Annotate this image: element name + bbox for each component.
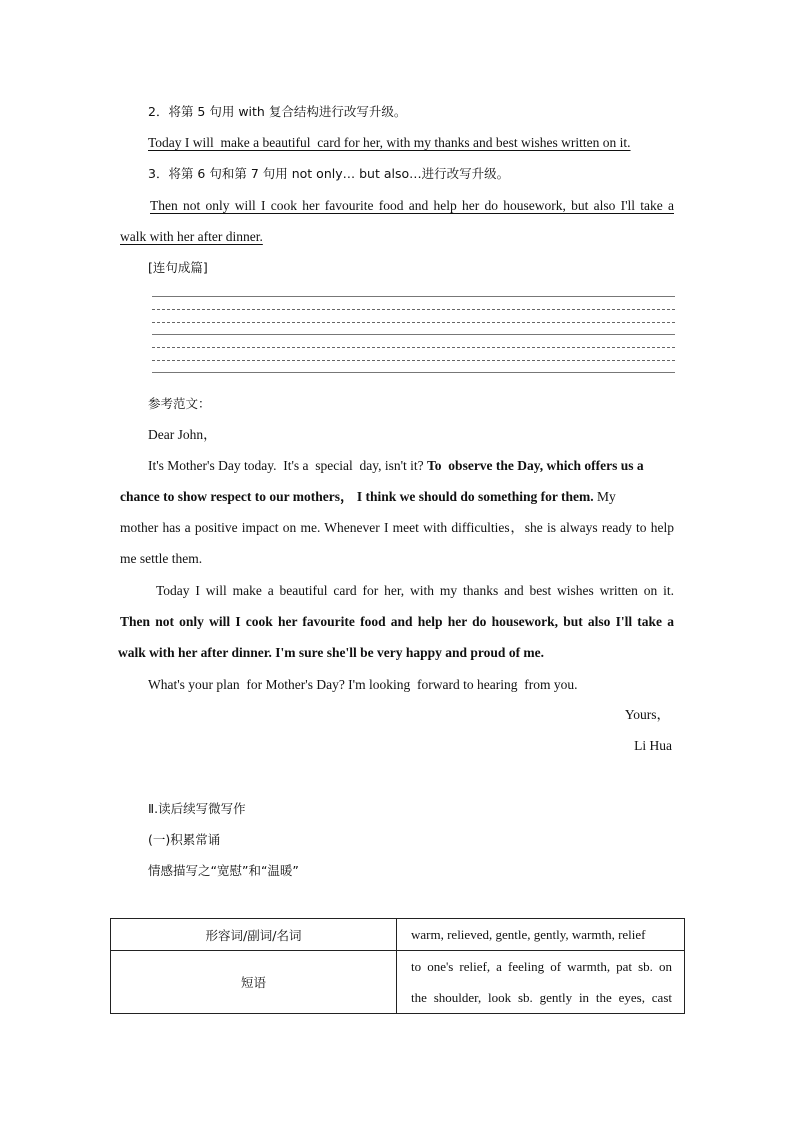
- essay-p3-line1: What's your plan for Mother's Day? I'm looking forward to hearing from you.: [148, 677, 578, 692]
- writing-line: [152, 334, 675, 335]
- essay-closing: Yours，: [624, 707, 670, 722]
- essay-p1-line2-normal: My: [593, 489, 616, 504]
- vocab-table: [110, 918, 685, 1014]
- table-cell-label: 形容词/副词/名词: [111, 919, 397, 951]
- essay-p2-line1: Today I will make a beautiful card for her, with my thanks and best wishes written on it.: [156, 583, 674, 598]
- essay-heading: 参考范文：: [148, 396, 211, 411]
- table-cell-label: 短语: [111, 951, 397, 1014]
- writing-line: [152, 309, 675, 310]
- essay-p1-line2-bold: chance to show respect to our mothers， I think we should do something for them.: [120, 489, 594, 504]
- essay-p1-line4: me settle them.: [120, 551, 203, 566]
- essay-p1-line1-bold: To observe the Day, which offers us a: [427, 458, 644, 473]
- essay-p1-line1-normal: It's Mother's Day today. It's a special day, isn't it?: [148, 458, 428, 473]
- item3-answer-line2: walk with her after dinner.: [120, 229, 263, 244]
- item2-answer: Today I will make a beautiful card for her, with my thanks and best wishes written on it.: [148, 135, 631, 150]
- writing-line: [152, 322, 675, 323]
- table-cell-line: to one's relief, a feeling of warmth, pat sb. on: [411, 959, 672, 974]
- writing-line: [152, 347, 675, 348]
- section2-topic: 情感描写之“宽慰”和“温暖”: [148, 863, 299, 878]
- item3-prompt: 3．将第 6 句和第 7 句用 not only… but also…进行改写升级。: [148, 166, 510, 181]
- section-label: [连句成篇]: [148, 260, 208, 275]
- table-row: [111, 919, 685, 951]
- essay-p2-line3: walk with her after dinner. I'm sure she'll be very happy and proud of me.: [118, 645, 545, 660]
- writing-line: [152, 360, 675, 361]
- essay-signature: Li Hua: [634, 738, 672, 753]
- table-cell-content: [397, 919, 685, 951]
- section2-title: Ⅱ.读后续写微写作: [148, 801, 246, 816]
- writing-lines: [152, 292, 675, 376]
- section2-subtitle: (一)积累常诵: [148, 832, 221, 847]
- item2-prompt: 2．将第 5 句用 with 复合结构进行改写升级。: [148, 104, 407, 119]
- item3-answer-line1: Then not only will I cook her favourite food and help her do housework, but also I'll take a: [150, 198, 674, 213]
- essay-p2-line2: Then not only will I cook her favourite food and help her do housework, but also I'll take a: [120, 614, 674, 629]
- essay-greeting: Dear John，: [148, 427, 217, 442]
- essay-p1-line2: [120, 488, 616, 506]
- writing-line: [152, 296, 675, 297]
- table-cell-line: the shoulder, look sb. gently in the eyes, cast: [411, 990, 672, 1005]
- essay-p1-line3: mother has a positive impact on me. Whenever I meet with difficulties，she is always ready to help: [120, 520, 674, 535]
- essay-p1-line1: [148, 457, 674, 475]
- table-cell-line: warm, relieved, gentle, gently, warmth, relief: [411, 927, 646, 942]
- table-cell-content: [397, 951, 685, 1014]
- writing-line: [152, 372, 675, 373]
- table-row: [111, 951, 685, 1014]
